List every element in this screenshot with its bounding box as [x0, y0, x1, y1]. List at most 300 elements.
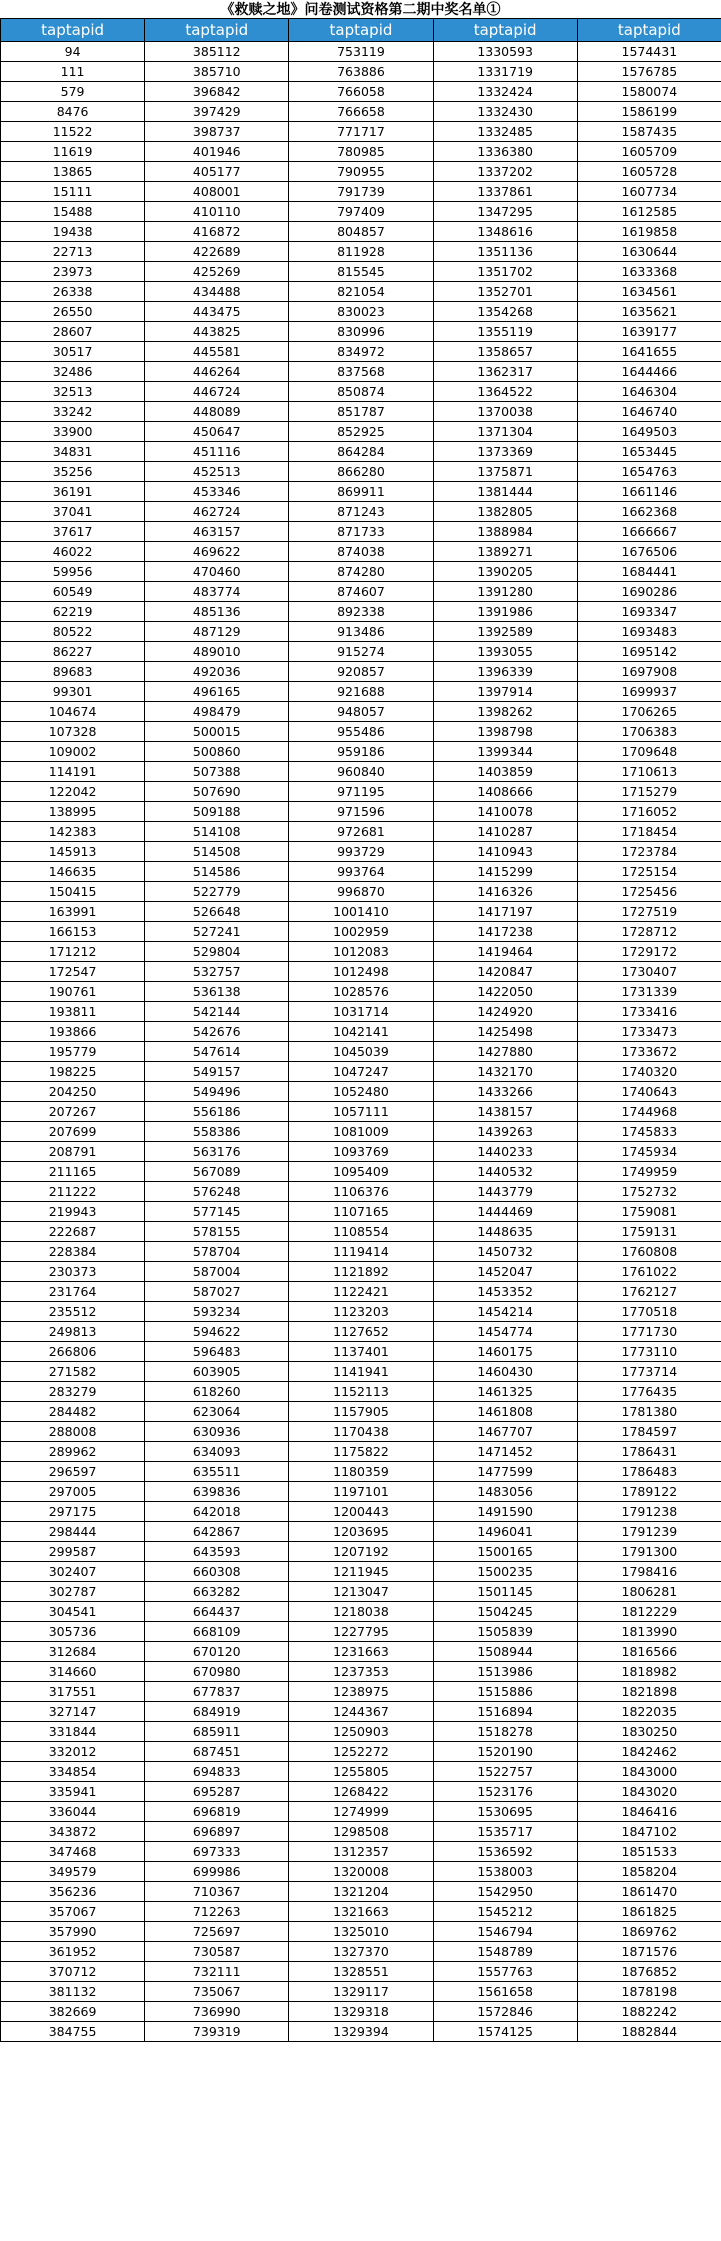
taptapid-cell: 1760808: [577, 1242, 721, 1262]
taptapid-cell: 1373369: [433, 442, 577, 462]
taptapid-cell: 302407: [1, 1562, 145, 1582]
taptapid-cell: 401946: [145, 142, 289, 162]
taptapid-cell: 111: [1, 62, 145, 82]
taptapid-cell: 172547: [1, 962, 145, 982]
taptapid-cell: 385710: [145, 62, 289, 82]
taptapid-cell: 356236: [1, 1882, 145, 1902]
taptapid-cell: 643593: [145, 1542, 289, 1562]
table-row: [1, 1822, 721, 1842]
taptapid-cell: 1633368: [577, 262, 721, 282]
taptapid-cell: 830996: [289, 322, 433, 342]
taptapid-cell: 122042: [1, 782, 145, 802]
taptapid-cell: 1351136: [433, 242, 577, 262]
taptapid-cell: 1733473: [577, 1022, 721, 1042]
taptapid-cell: 1646304: [577, 382, 721, 402]
taptapid-cell: 874607: [289, 582, 433, 602]
table-row: [1, 1062, 721, 1082]
taptapid-cell: 766658: [289, 102, 433, 122]
taptapid-cell: 204250: [1, 1082, 145, 1102]
table-row: [1, 1562, 721, 1582]
table-row: [1, 802, 721, 822]
taptapid-cell: 289962: [1, 1442, 145, 1462]
taptapid-cell: 207267: [1, 1102, 145, 1122]
taptapid-cell: 142383: [1, 822, 145, 842]
taptapid-cell: 1329318: [289, 2002, 433, 2022]
taptapid-cell: 361952: [1, 1942, 145, 1962]
taptapid-cell: 1200443: [289, 1502, 433, 1522]
table-row: [1, 542, 721, 562]
table-row: [1, 62, 721, 82]
taptapid-cell: 1538003: [433, 1862, 577, 1882]
taptapid-cell: 1548789: [433, 1942, 577, 1962]
taptapid-cell: 8476: [1, 102, 145, 122]
taptapid-cell: 630936: [145, 1422, 289, 1442]
taptapid-cell: 425269: [145, 262, 289, 282]
taptapid-cell: 405177: [145, 162, 289, 182]
taptapid-cell: 687451: [145, 1742, 289, 1762]
taptapid-cell: 163991: [1, 902, 145, 922]
taptapid-cell: 384755: [1, 2022, 145, 2042]
taptapid-cell: 1745833: [577, 1122, 721, 1142]
taptapid-cell: 1197101: [289, 1482, 433, 1502]
taptapid-cell: 1440532: [433, 1162, 577, 1182]
taptapid-cell: 1789122: [577, 1482, 721, 1502]
taptapid-cell: 527241: [145, 922, 289, 942]
table-row: [1, 402, 721, 422]
taptapid-cell: 33242: [1, 402, 145, 422]
taptapid-cell: 1321204: [289, 1882, 433, 1902]
taptapid-cell: 171212: [1, 942, 145, 962]
taptapid-cell: 1440233: [433, 1142, 577, 1162]
taptapid-cell: 1501145: [433, 1582, 577, 1602]
taptapid-cell: 249813: [1, 1322, 145, 1342]
taptapid-cell: 11619: [1, 142, 145, 162]
taptapid-cell: 1332430: [433, 102, 577, 122]
table-row: [1, 1102, 721, 1122]
taptapid-cell: 1298508: [289, 1822, 433, 1842]
taptapid-cell: 578704: [145, 1242, 289, 1262]
column-header: taptapid: [433, 19, 577, 42]
taptapid-cell: 915274: [289, 642, 433, 662]
taptapid-cell: 416872: [145, 222, 289, 242]
taptapid-cell: 804857: [289, 222, 433, 242]
taptapid-cell: 1690286: [577, 582, 721, 602]
table-row: [1, 1782, 721, 1802]
taptapid-cell: 851787: [289, 402, 433, 422]
taptapid-cell: 1107165: [289, 1202, 433, 1222]
taptapid-cell: 971195: [289, 782, 433, 802]
taptapid-cell: 1546794: [433, 1922, 577, 1942]
taptapid-cell: 1744968: [577, 1102, 721, 1122]
table-row: [1, 1882, 721, 1902]
taptapid-cell: 1371304: [433, 422, 577, 442]
taptapid-cell: 1427880: [433, 1042, 577, 1062]
taptapid-cell: 357990: [1, 1922, 145, 1942]
taptapid-cell: 1858204: [577, 1862, 721, 1882]
taptapid-cell: 710367: [145, 1882, 289, 1902]
taptapid-cell: 1830250: [577, 1722, 721, 1742]
taptapid-cell: 1786431: [577, 1442, 721, 1462]
taptapid-cell: 1806281: [577, 1582, 721, 1602]
taptapid-cell: 1812229: [577, 1602, 721, 1622]
taptapid-cell: 1328551: [289, 1962, 433, 1982]
taptapid-cell: 1382805: [433, 502, 577, 522]
taptapid-cell: 1393055: [433, 642, 577, 662]
taptapid-cell: 1042141: [289, 1022, 433, 1042]
taptapid-cell: 642867: [145, 1522, 289, 1542]
taptapid-cell: 1740320: [577, 1062, 721, 1082]
taptapid-cell: 1483056: [433, 1482, 577, 1502]
table-row: [1, 462, 721, 482]
taptapid-cell: 1438157: [433, 1102, 577, 1122]
taptapid-cell: 1180359: [289, 1462, 433, 1482]
table-row: [1, 422, 721, 442]
table-row: [1, 1302, 721, 1322]
taptapid-cell: 298444: [1, 1522, 145, 1542]
taptapid-cell: 1725456: [577, 882, 721, 902]
taptapid-cell: 732111: [145, 1962, 289, 1982]
taptapid-cell: 1329117: [289, 1982, 433, 2002]
taptapid-cell: 1580074: [577, 82, 721, 102]
taptapid-cell: 1676506: [577, 542, 721, 562]
taptapid-cell: 735067: [145, 1982, 289, 2002]
taptapid-cell: 1274999: [289, 1802, 433, 1822]
taptapid-cell: 1607734: [577, 182, 721, 202]
taptapid-cell: 1175822: [289, 1442, 433, 1462]
taptapid-cell: 1012498: [289, 962, 433, 982]
taptapid-cell: 1331719: [433, 62, 577, 82]
taptapid-cell: 1759081: [577, 1202, 721, 1222]
table-row: [1, 1902, 721, 1922]
taptapid-cell: 790955: [289, 162, 433, 182]
taptapid-cell: 305736: [1, 1622, 145, 1642]
taptapid-cell: 1467707: [433, 1422, 577, 1442]
column-header: taptapid: [1, 19, 145, 42]
table-row: [1, 1762, 721, 1782]
taptapid-cell: 211165: [1, 1162, 145, 1182]
table-row: [1, 1502, 721, 1522]
taptapid-cell: 1332485: [433, 122, 577, 142]
taptapid-cell: 1415299: [433, 862, 577, 882]
taptapid-cell: 1661146: [577, 482, 721, 502]
taptapid-cell: 487129: [145, 622, 289, 642]
taptapid-cell: 1417238: [433, 922, 577, 942]
taptapid-cell: 1460175: [433, 1342, 577, 1362]
taptapid-cell: 1695142: [577, 642, 721, 662]
taptapid-cell: 485136: [145, 602, 289, 622]
taptapid-cell: 830023: [289, 302, 433, 322]
table-row: [1, 1342, 721, 1362]
table-row: [1, 1002, 721, 1022]
taptapid-cell: 1439263: [433, 1122, 577, 1142]
table-row: [1, 562, 721, 582]
table-row: [1, 762, 721, 782]
taptapid-cell: 453346: [145, 482, 289, 502]
taptapid-cell: 37617: [1, 522, 145, 542]
table-row: [1, 502, 721, 522]
taptapid-cell: 1391280: [433, 582, 577, 602]
taptapid-cell: 1821898: [577, 1682, 721, 1702]
taptapid-cell: 542676: [145, 1022, 289, 1042]
taptapid-cell: 852925: [289, 422, 433, 442]
taptapid-cell: 1773714: [577, 1362, 721, 1382]
taptapid-cell: 1851533: [577, 1842, 721, 1862]
taptapid-cell: 434488: [145, 282, 289, 302]
table-row: [1, 1682, 721, 1702]
table-row: [1, 1962, 721, 1982]
taptapid-cell: 463157: [145, 522, 289, 542]
taptapid-cell: 46022: [1, 542, 145, 562]
taptapid-cell: 1520190: [433, 1742, 577, 1762]
table-row: [1, 1182, 721, 1202]
taptapid-cell: 1535717: [433, 1822, 577, 1842]
table-row: [1, 1362, 721, 1382]
taptapid-cell: 1574125: [433, 2022, 577, 2042]
taptapid-cell: 821054: [289, 282, 433, 302]
taptapid-cell: 450647: [145, 422, 289, 442]
taptapid-cell: 1375871: [433, 462, 577, 482]
table-row: [1, 1802, 721, 1822]
taptapid-cell: 1605709: [577, 142, 721, 162]
table-row: [1, 1602, 721, 1622]
taptapid-cell: 1381444: [433, 482, 577, 502]
taptapid-cell: 955486: [289, 722, 433, 742]
taptapid-cell: 296597: [1, 1462, 145, 1482]
taptapid-cell: 1518278: [433, 1722, 577, 1742]
table-row: [1, 1742, 721, 1762]
taptapid-cell: 1337202: [433, 162, 577, 182]
taptapid-cell: 1504245: [433, 1602, 577, 1622]
taptapid-cell: 26338: [1, 282, 145, 302]
taptapid-cell: 397429: [145, 102, 289, 122]
taptapid-cell: 1491590: [433, 1502, 577, 1522]
header-row: [1, 19, 721, 42]
table-row: [1, 1922, 721, 1942]
column-header: taptapid: [577, 19, 721, 42]
taptapid-cell: 1389271: [433, 542, 577, 562]
page-title: 《救赎之地》问卷测试资格第二期中奖名单①: [220, 2, 501, 18]
taptapid-cell: 381132: [1, 1982, 145, 2002]
taptapid-cell: 1352701: [433, 282, 577, 302]
taptapid-cell: 507690: [145, 782, 289, 802]
table-row: [1, 102, 721, 122]
table-row: [1, 782, 721, 802]
taptapid-cell: 514508: [145, 842, 289, 862]
taptapid-cell: 1654763: [577, 462, 721, 482]
taptapid-cell: 1471452: [433, 1442, 577, 1462]
taptapid-cell: 1170438: [289, 1422, 433, 1442]
taptapid-cell: 663282: [145, 1582, 289, 1602]
taptapid-cell: 1513986: [433, 1662, 577, 1682]
table-row: [1, 822, 721, 842]
taptapid-cell: 398737: [145, 122, 289, 142]
taptapid-cell: 739319: [145, 2022, 289, 2042]
taptapid-cell: 1420847: [433, 962, 577, 982]
taptapid-cell: 664437: [145, 1602, 289, 1622]
table-row: [1, 522, 721, 542]
taptapid-cell: 35256: [1, 462, 145, 482]
taptapid-cell: 1327370: [289, 1942, 433, 1962]
table-row: [1, 342, 721, 362]
table-row: [1, 1042, 721, 1062]
taptapid-cell: 349579: [1, 1862, 145, 1882]
taptapid-cell: 1211945: [289, 1562, 433, 1582]
taptapid-cell: 1157905: [289, 1402, 433, 1422]
table-row: [1, 962, 721, 982]
taptapid-cell: 695287: [145, 1782, 289, 1802]
taptapid-cell: 284482: [1, 1402, 145, 1422]
taptapid-cell: 1396339: [433, 662, 577, 682]
taptapid-cell: 343872: [1, 1822, 145, 1842]
taptapid-cell: 1706265: [577, 702, 721, 722]
taptapid-cell: 864284: [289, 442, 433, 462]
taptapid-cell: 1452047: [433, 1262, 577, 1282]
taptapid-cell: 332012: [1, 1742, 145, 1762]
taptapid-cell: 1127652: [289, 1322, 433, 1342]
taptapid-cell: 1752732: [577, 1182, 721, 1202]
taptapid-cell: 1388984: [433, 522, 577, 542]
taptapid-cell: 336044: [1, 1802, 145, 1822]
taptapid-cell: 1444469: [433, 1202, 577, 1222]
table-row: [1, 1142, 721, 1162]
taptapid-cell: 1325010: [289, 1922, 433, 1942]
taptapid-cell: 283279: [1, 1382, 145, 1402]
taptapid-cell: 335941: [1, 1782, 145, 1802]
taptapid-cell: 1542950: [433, 1882, 577, 1902]
taptapid-cell: 1572846: [433, 2002, 577, 2022]
taptapid-cell: 736990: [145, 2002, 289, 2022]
taptapid-cell: 36191: [1, 482, 145, 502]
taptapid-cell: 15488: [1, 202, 145, 222]
taptapid-cell: 1639177: [577, 322, 721, 342]
taptapid-cell: 869911: [289, 482, 433, 502]
table-row: [1, 482, 721, 502]
taptapid-cell: 797409: [289, 202, 433, 222]
taptapid-cell: 1237353: [289, 1662, 433, 1682]
taptapid-cell: 32513: [1, 382, 145, 402]
taptapid-cell: 1876852: [577, 1962, 721, 1982]
taptapid-cell: 971596: [289, 802, 433, 822]
taptapid-cell: 834972: [289, 342, 433, 362]
taptapid-cell: 1454774: [433, 1322, 577, 1342]
table-row: [1, 1462, 721, 1482]
taptapid-cell: 1791239: [577, 1522, 721, 1542]
taptapid-cell: 563176: [145, 1142, 289, 1162]
table-row: [1, 882, 721, 902]
taptapid-cell: 1351702: [433, 262, 577, 282]
taptapid-cell: 1861470: [577, 1882, 721, 1902]
taptapid-cell: 1536592: [433, 1842, 577, 1862]
taptapid-cell: 1045039: [289, 1042, 433, 1062]
taptapid-cell: 1031714: [289, 1002, 433, 1022]
taptapid-cell: 526648: [145, 902, 289, 922]
table-row: [1, 322, 721, 342]
taptapid-cell: 1141941: [289, 1362, 433, 1382]
taptapid-cell: 579: [1, 82, 145, 102]
table-row: [1, 2002, 721, 2022]
taptapid-cell: 11522: [1, 122, 145, 142]
taptapid-cell: 385112: [145, 42, 289, 62]
taptapid-cell: 913486: [289, 622, 433, 642]
taptapid-cell: 634093: [145, 1442, 289, 1462]
table-row: [1, 1442, 721, 1462]
taptapid-cell: 1203695: [289, 1522, 433, 1542]
table-row: [1, 1642, 721, 1662]
taptapid-cell: 1320008: [289, 1862, 433, 1882]
table-row: [1, 582, 721, 602]
taptapid-cell: 222687: [1, 1222, 145, 1242]
taptapid-cell: 1461808: [433, 1402, 577, 1422]
taptapid-cell: 228384: [1, 1242, 145, 1262]
taptapid-cell: 1477599: [433, 1462, 577, 1482]
taptapid-cell: 1730407: [577, 962, 721, 982]
taptapid-cell: 1516894: [433, 1702, 577, 1722]
taptapid-cell: 370712: [1, 1962, 145, 1982]
column-header: taptapid: [145, 19, 289, 42]
taptapid-cell: 1443779: [433, 1182, 577, 1202]
taptapid-cell: 1530695: [433, 1802, 577, 1822]
taptapid-cell: 1419464: [433, 942, 577, 962]
taptapid-cell: 1213047: [289, 1582, 433, 1602]
taptapid-cell: 1574431: [577, 42, 721, 62]
taptapid-cell: 1002959: [289, 922, 433, 942]
table-row: [1, 742, 721, 762]
taptapid-cell: 327147: [1, 1702, 145, 1722]
taptapid-cell: 1137401: [289, 1342, 433, 1362]
taptapid-cell: 1731339: [577, 982, 721, 1002]
taptapid-cell: 635511: [145, 1462, 289, 1482]
taptapid-cell: 1646740: [577, 402, 721, 422]
taptapid-cell: 1238975: [289, 1682, 433, 1702]
taptapid-cell: 1847102: [577, 1822, 721, 1842]
taptapid-cell: 1798416: [577, 1562, 721, 1582]
taptapid-cell: 1448635: [433, 1222, 577, 1242]
taptapid-cell: 1666667: [577, 522, 721, 542]
table-row: [1, 1702, 721, 1722]
taptapid-cell: 725697: [145, 1922, 289, 1942]
taptapid-cell: 874038: [289, 542, 433, 562]
taptapid-cell: 195779: [1, 1042, 145, 1062]
taptapid-cell: 763886: [289, 62, 433, 82]
taptapid-cell: 594622: [145, 1322, 289, 1342]
table-row: [1, 1942, 721, 1962]
taptapid-cell: 297005: [1, 1482, 145, 1502]
taptapid-cell: 33900: [1, 422, 145, 442]
table-row: [1, 722, 721, 742]
winners-table: [0, 18, 721, 2042]
taptapid-cell: 422689: [145, 242, 289, 262]
taptapid-cell: 536138: [145, 982, 289, 1002]
taptapid-cell: 815545: [289, 262, 433, 282]
taptapid-cell: 1587435: [577, 122, 721, 142]
table-row: [1, 302, 721, 322]
table-body: [1, 42, 721, 2042]
taptapid-cell: 532757: [145, 962, 289, 982]
taptapid-cell: 1330593: [433, 42, 577, 62]
table-row: [1, 382, 721, 402]
taptapid-cell: 514586: [145, 862, 289, 882]
taptapid-cell: 190761: [1, 982, 145, 1002]
taptapid-cell: 235512: [1, 1302, 145, 1322]
column-header: taptapid: [289, 19, 433, 42]
table-row: [1, 1202, 721, 1222]
taptapid-cell: 470460: [145, 562, 289, 582]
taptapid-cell: 1728712: [577, 922, 721, 942]
taptapid-cell: 13865: [1, 162, 145, 182]
taptapid-cell: 331844: [1, 1722, 145, 1742]
taptapid-cell: 496165: [145, 682, 289, 702]
taptapid-cell: 1816566: [577, 1642, 721, 1662]
